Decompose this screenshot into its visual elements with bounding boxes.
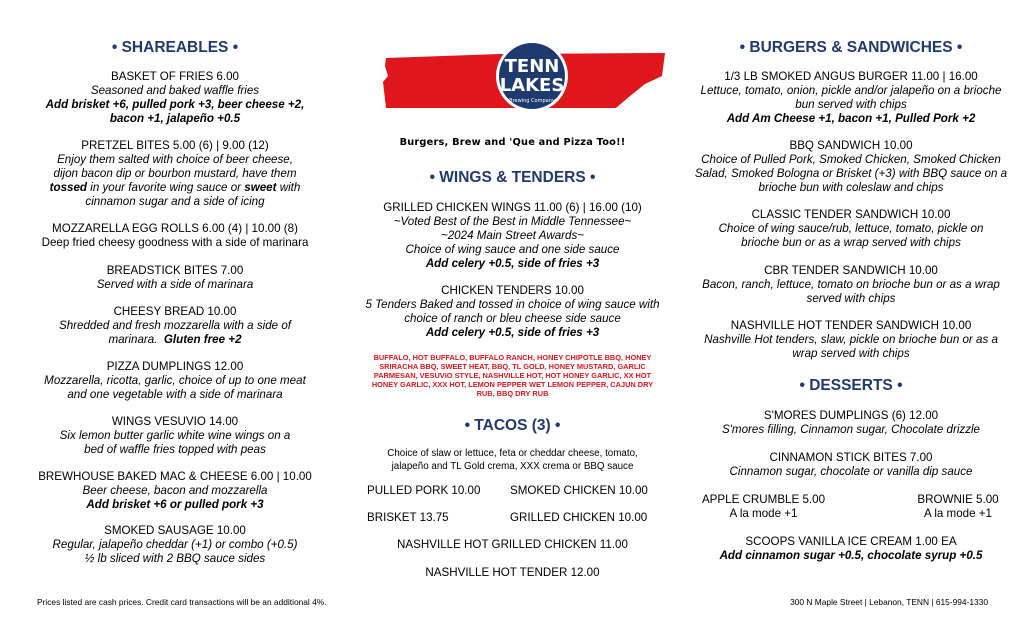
item-desc: Beer cheese, bacon and mozzarella <box>82 484 268 497</box>
item-name: GRILLED CHICKEN WINGS 11.00 (6) | 16.00 (10) <box>383 201 642 214</box>
taco-item: NASHVILLE HOT GRILLED CHICKEN 11.00 <box>397 538 628 551</box>
item-addons: Add brisket +6, pulled pork +3, beer cheese +2, bacon +1, jalapeño +0.5 <box>45 98 305 125</box>
dessert-item <box>696 493 831 521</box>
dessert-item <box>688 535 1014 563</box>
menu-item <box>10 264 340 292</box>
item-desc: Deep fried cheesy goodness with a side of marinara <box>41 236 309 249</box>
item-desc-3: Choice of wing sauce and one side sauce <box>405 243 620 256</box>
menu-item <box>360 201 665 271</box>
burgers-heading: • BURGERS & SANDWICHES • <box>739 39 963 56</box>
item-name: NASHVILLE HOT TENDER SANDWICH 10.00 <box>730 319 972 332</box>
menu-item <box>10 470 340 512</box>
logo-text-lakes: LAKES <box>499 75 565 96</box>
item-desc: Cinnamon sugar, chocolate or vanilla dip sauce <box>729 465 973 478</box>
item-name: S'MORES DUMPLINGS (6) 12.00 <box>763 409 939 422</box>
tacos-heading: • TACOS (3) • <box>464 417 561 434</box>
item-desc: ~Voted Best of the Best in Middle Tennessee~ <box>393 215 632 228</box>
item-desc: Lettuce, tomato, onion, pickle and/or jalapeño on a brioche bun served with chips <box>700 84 1002 111</box>
item-desc: Six lemon butter garlic white wine wings on a bed of waffle fries topped with peas <box>59 429 291 456</box>
logo-text-tenn: TENN <box>504 56 560 77</box>
item-desc: Regular, jalapeño cheddar (+1) or combo (+0.5) <box>52 538 298 551</box>
item-desc: Mozzarella, ricotta, garlic, choice of up to one meat and one vegetable with a side of marinara <box>44 374 306 401</box>
shareables-heading: • SHAREABLES • <box>111 39 239 56</box>
item-name: MOZZARELLA EGG ROLLS 6.00 (4) | 10.00 (8) <box>52 222 298 235</box>
taco-item: PULLED PORK 10.00 <box>367 484 481 497</box>
dessert-item <box>688 451 1014 479</box>
item-desc: Nashville Hot tenders, slaw, pickle on brioche bun or as a wrap served with chips <box>704 333 998 360</box>
menu-item <box>688 139 1014 195</box>
item-desc-2: ½ lb sliced with 2 BBQ sauce sides <box>84 552 266 565</box>
item-desc: Choice of wing sauce/rub, lettuce, tomato, pickle on brioche bun or as a wrap served with chips <box>718 222 984 249</box>
item-desc: 5 Tenders Baked and tossed in choice of wing sauce with choice of ranch or bleu cheese side sauce <box>365 298 660 325</box>
item-name: PIZZA DUMPLINGS 12.00 <box>106 360 244 373</box>
item-desc-2: ~2024 Main Street Awards~ <box>440 229 585 242</box>
item-name: CBR TENDER SANDWICH 10.00 <box>764 264 938 277</box>
item-desc: Served with a side of marinara <box>96 278 254 291</box>
taco-item: SMOKED CHICKEN 10.00 <box>510 484 648 497</box>
menu-item <box>10 360 340 402</box>
menu-item <box>10 524 340 566</box>
wings-heading: • WINGS & TENDERS • <box>429 169 596 186</box>
menu-item <box>688 264 1014 306</box>
item-name: SCOOPS VANILLA ICE CREAM 1.00 EA <box>745 535 957 548</box>
item-desc: A la mode +1 <box>729 507 798 520</box>
taco-item: NASHVILLE HOT TENDER 12.00 <box>425 566 600 579</box>
menu-item <box>688 319 1014 361</box>
item-addons: Add brisket +6 or pulled pork +3 <box>86 498 264 511</box>
item-addons: Add Am Cheese +1, bacon +1, Pulled Pork +2 <box>726 112 976 125</box>
taco-item: BRISKET 13.75 <box>367 511 449 524</box>
item-addons: Add celery +0.5, side of fries +3 <box>425 257 600 270</box>
item-name: CHICKEN TENDERS 10.00 <box>441 284 584 297</box>
dessert-item <box>688 409 1014 437</box>
item-name: BROWNIE 5.00 <box>917 493 999 506</box>
item-addons: Add celery +0.5, side of fries +3 <box>425 326 600 339</box>
item-name: BREWHOUSE BAKED MAC & CHEESE 6.00 | 10.00 <box>38 470 312 483</box>
item-name: CINNAMON STICK BITES 7.00 <box>769 451 933 464</box>
item-name: BASKET OF FRIES 6.00 <box>110 70 239 83</box>
desserts-heading: • DESSERTS • <box>799 377 903 394</box>
item-addons: Add cinnamon sugar +0.5, chocolate syrup +0.5 <box>719 549 983 562</box>
item-name: WINGS VESUVIO 14.00 <box>111 415 239 428</box>
item-name: APPLE CRUMBLE 5.00 <box>701 493 826 506</box>
item-name: 1/3 LB SMOKED ANGUS BURGER 11.00 | 16.00 <box>724 70 978 83</box>
footer-address: 300 N Maple Street | Lebanon, TENN | 615-994-1330 <box>790 597 988 607</box>
item-name: CHEESY BREAD 10.00 <box>113 305 237 318</box>
tacos-note: Choice of slaw or lettuce, feta or cheddar cheese, tomato, jalapeño and TL Gold crema, XXX crema or BBQ sauce <box>387 448 638 472</box>
tennessee-logo <box>380 40 670 120</box>
menu-item <box>688 70 1014 126</box>
dessert-item <box>898 493 1018 521</box>
item-name: SMOKED SAUSAGE 10.00 <box>104 524 246 537</box>
wing-sauce-list: BUFFALO, HOT BUFFALO, BUFFALO RANCH, HONEY CHIPOTLE BBQ, HONEY SRIRACHA BBQ, SWEET HEAT, BBQ, TL GOLD, HONEY MUSTARD, GARLIC PARMESAN, VESUVIO STYLE, NASHVILLE HOT, HOT HONEY GARLIC, XX HOT HONEY GARLIC, XXX HOT, LEMON PEPPER WET LEMON PEPPER, CAJUN DRY RUB, BBQ DRY RUB <box>371 353 654 398</box>
footer-price-note: Prices listed are cash prices. Credit card transactions will be an additional 4%. <box>37 597 327 607</box>
item-name: BREADSTICK BITES 7.00 <box>106 264 244 277</box>
item-desc: Choice of Pulled Pork, Smoked Chicken, Smoked Chicken Salad, Smoked Bologna or Brisket (+3) with BBQ sauce on a brioche bun with coleslaw and chips <box>694 153 1008 194</box>
menu-item <box>10 305 340 347</box>
item-desc: Shredded and fresh mozzarella with a side of marinara. Gluten free +2 <box>58 319 291 346</box>
logo-text-sub: Brewing Company <box>509 98 555 104</box>
menu-item <box>10 139 340 209</box>
item-name: PRETZEL BITES 5.00 (6) | 9.00 (12) <box>81 139 269 152</box>
item-name: BBQ SANDWICH 10.00 <box>789 139 913 152</box>
menu-item <box>10 70 340 126</box>
item-desc: Seasoned and baked waffle fries <box>90 84 260 97</box>
menu-item <box>360 284 665 340</box>
item-name: CLASSIC TENDER SANDWICH 10.00 <box>751 208 951 221</box>
menu-item <box>688 208 1014 250</box>
tagline: Burgers, Brew and 'Que and Pizza Too!! <box>399 137 626 148</box>
taco-item: GRILLED CHICKEN 10.00 <box>510 511 648 524</box>
item-desc: Enjoy them salted with choice of beer cheese, dijon bacon dip or bourbon mustard, have them tossed in your favorite wing sauce or sweet with cinnamon sugar and a side of icing <box>49 153 301 208</box>
item-desc: Bacon, ranch, lettuce, tomato on brioche bun or as a wrap served with chips <box>702 278 1000 305</box>
item-desc: A la mode +1 <box>924 507 992 520</box>
menu-item <box>10 222 340 250</box>
menu-item <box>10 415 340 457</box>
item-desc: S'mores filling, Cinnamon sugar, Chocolate drizzle <box>721 423 981 436</box>
